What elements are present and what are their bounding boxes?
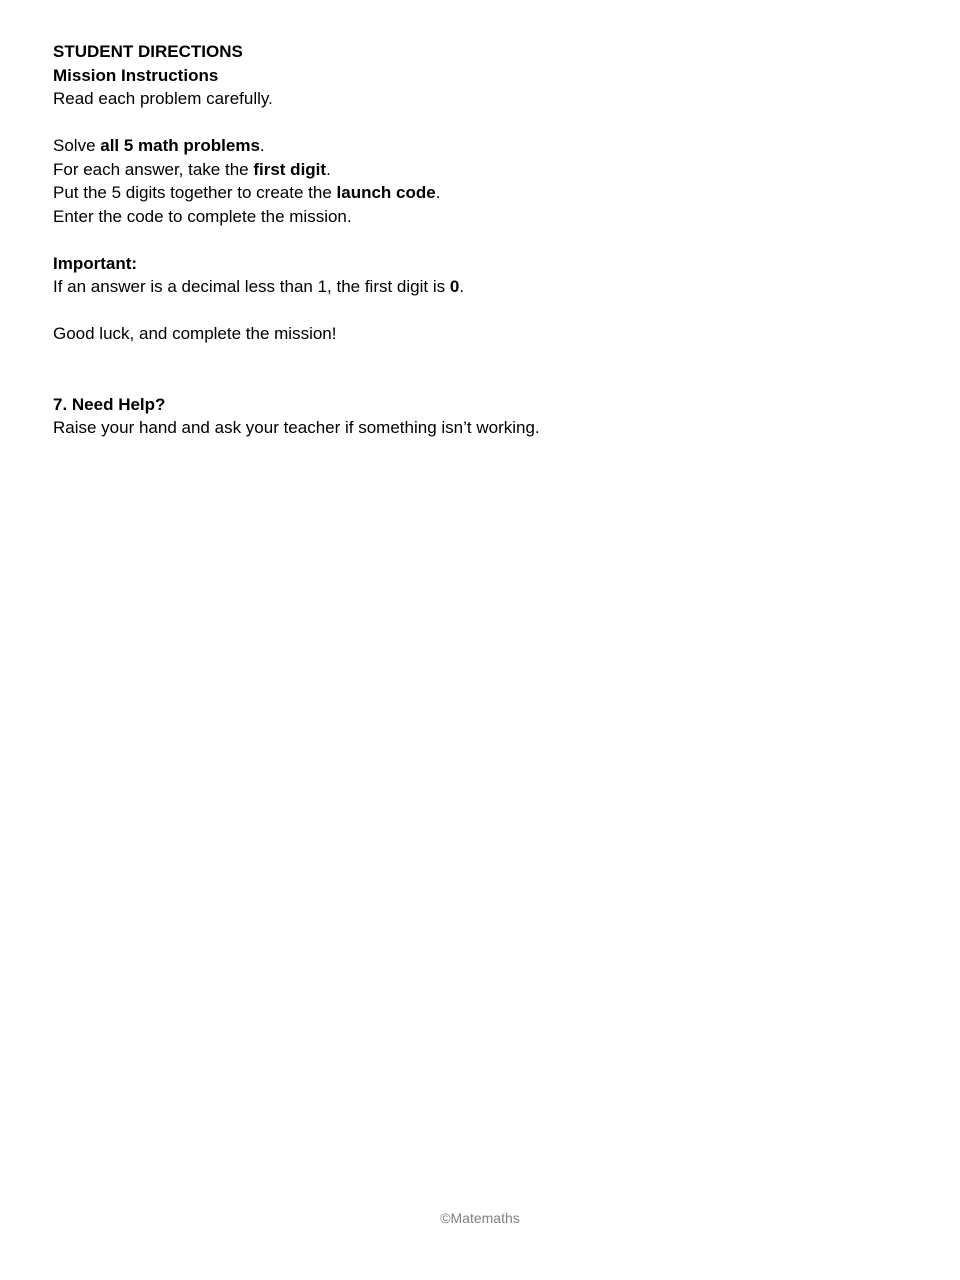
step-code-emphasis: launch code (336, 183, 436, 202)
document-subtitle: Mission Instructions (53, 65, 219, 85)
important-heading: Important: (53, 253, 138, 273)
important-text-prefix: If an answer is a decimal less than 1, the first digit is (53, 277, 450, 296)
important-text-suffix: . (459, 277, 465, 296)
step-code-prefix: Put the 5 digits together to create the (53, 183, 337, 202)
document-title: STUDENT DIRECTIONS (53, 42, 243, 61)
step-enter-code: Enter the code to complete the mission. (53, 206, 352, 226)
spacer (53, 228, 913, 252)
important-text-emphasis: 0 (449, 277, 460, 296)
step-solve-prefix: Solve (53, 136, 101, 155)
step-digit-emphasis: first digit (253, 159, 327, 179)
important-text (53, 275, 913, 299)
step-digit-suffix: . (326, 159, 331, 179)
copyright-footer: ©Matemaths (440, 1210, 520, 1226)
step-solve-suffix: . (259, 136, 265, 155)
step-digit-prefix: For each answer, take the (53, 159, 254, 179)
spacer (53, 346, 913, 393)
spacer (53, 299, 913, 323)
step-first-digit (53, 158, 913, 182)
step-code-suffix: . (435, 183, 441, 202)
step-solve (53, 134, 913, 158)
help-heading: 7. Need Help? (53, 394, 166, 414)
closing-text: Good luck, and complete the mission! (53, 324, 337, 343)
document-page (53, 40, 913, 440)
spacer (53, 111, 913, 135)
step-solve-emphasis: all 5 math problems (100, 136, 260, 155)
step-launch-code (53, 181, 913, 205)
help-text: Raise your hand and ask your teacher if something isn’t working. (53, 418, 540, 437)
intro-text: Read each problem carefully. (53, 89, 273, 108)
